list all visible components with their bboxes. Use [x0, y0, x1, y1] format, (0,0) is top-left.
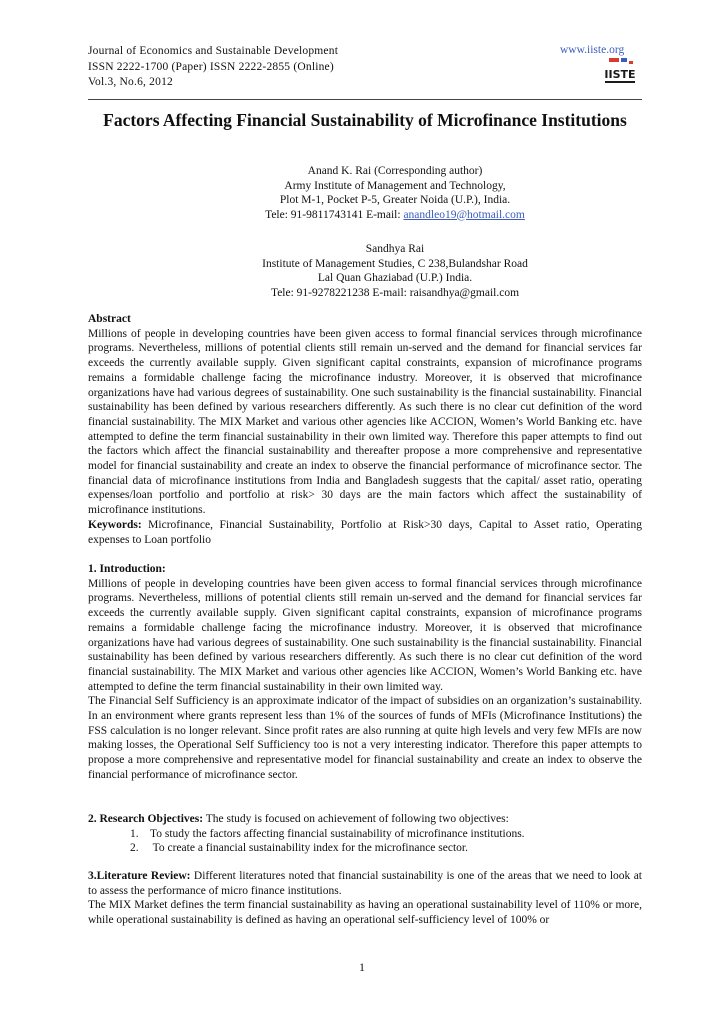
author2-name: Sandhya Rai — [365, 243, 425, 255]
journal-header — [88, 44, 338, 91]
literature-para-1: 3.Literature Review: Different literatures noted that financial sustainability is one of the areas that we need to look at to assess the performance of micro finance institutions. — [88, 870, 642, 897]
list-item: 1. To study the factors affecting financial sustainability of microfinance institutions. — [130, 827, 525, 840]
author1-name: Anand K. Rai (Corresponding author) — [307, 165, 483, 177]
author1-address: Plot M-1, Pocket P-5, Greater Noida (U.P.), India. — [279, 194, 511, 206]
introduction-heading: 1. Introduction: — [88, 563, 166, 575]
journal-url-link[interactable]: www.iiste.org — [560, 44, 625, 56]
keywords-text: Microfinance, Financial Sustainability, Portfolio at Risk>30 days, Capital to Asset ratio, Operating expenses to Loan portfolio — [88, 518, 642, 546]
author-block-1 — [200, 164, 590, 222]
literature-section — [88, 869, 642, 928]
author1-affiliation: Army Institute of Management and Technology, — [284, 179, 506, 192]
objectives-section — [88, 812, 642, 856]
journal-volume: Vol.3, No.6, 2012 — [88, 76, 173, 88]
literature-para-2: The MIX Market defines the term financial sustainability as having an operational sustainability level of 110% or more, while operational sustainability is defined as having an operational self-sufficiency level of 100% or — [88, 899, 642, 927]
keywords-label: Keywords: — [88, 518, 142, 531]
abstract-heading: Abstract — [88, 313, 131, 325]
list-item: 2. To create a financial sustainability index for the microfinance sector. — [130, 842, 468, 855]
introduction-para-1: Millions of people in developing countries have been given access to formal financial services through microfinance programs. Nevertheless, millions of potential clients still remain un-served and the demand for financial services far exceeds the currently available supply. Given significant capital constraints, expansion of microfinance programs remains a formidable challenge facing the microfinance industry. Moreover, it is observed that microfinance organizations have had various degrees of sustainability. One such sustainability is the financial sustainability. Financial sustainability has been defined by various researchers differently. As such there is no clear cut definition of the word financial sustainability. The MIX Market and various other agencies like ACCION, Women’s World Banking etc. have attempted to define the term financial sustainability in their own limited way. — [88, 577, 642, 693]
objectives-list — [88, 827, 642, 856]
author2-affiliation: Institute of Management Studies, C 238,Bulandshar Road — [262, 257, 528, 270]
author-block-2 — [200, 242, 590, 300]
page-number: 1 — [359, 960, 365, 974]
author2-contact: Tele: 91-9278221238 E-mail: raisandhya@gmail.com — [270, 286, 520, 299]
keywords — [88, 518, 642, 547]
introduction-section — [88, 562, 642, 783]
literature-heading: 3.Literature Review: — [88, 870, 191, 882]
journal-name: Journal of Economics and Sustainable Development — [88, 45, 339, 57]
introduction-para-2: The Financial Self Sufficiency is an approximate indicator of the impact of subsidies on an organization’s sustainability. In an environment where grants represent less than 1% of the sources of funds of MFIs (Microfinance Institutions) the FSS calculation is no longer relevant. Since profit rates are also running at quite high levels and very few MFIs are now making losses, the Operational Self Sufficiency too is not a very interesting indicator. Therefore this paper attempts to propose a more comprehensive and representative model for financial sustainability and create an index to observe the financial performance of microfinance sector. — [88, 695, 642, 781]
objectives-intro: 2. Research Objectives: The study is focused on achievement of following two objectives: — [88, 813, 509, 825]
logo-text: IISTE — [604, 68, 636, 81]
objectives-heading: 2. Research Objectives: — [88, 813, 204, 825]
author1-email-link[interactable]: anandleo19@hotmail.com — [403, 208, 525, 221]
header-divider — [88, 99, 642, 100]
author2-address: Lal Quan Ghaziabad (U.P.) India. — [317, 272, 473, 284]
iiste-logo-icon — [603, 58, 637, 86]
author1-contact: Tele: 91-9811743141 E-mail: anandleo19@hotmail.com — [265, 208, 525, 221]
journal-issn: ISSN 2222-1700 (Paper) ISSN 2222-2855 (Online) — [88, 60, 334, 73]
abstract-text: Millions of people in developing countries have been given access to formal financial services through microfinance programs. Nevertheless, millions of potential clients still remain un-served and the demand for financial services far exceeds the currently available supply. Given significant capital constraints, expansion of microfinance programs remains a formidable challenge facing the microfinance industry. Moreover, it is observed that microfinance organizations have had various degrees of sustainability. One such sustainability is the financial sustainability. Financial sustainability has been defined by various researchers differently. As such there is no clear cut definition of the word financial sustainability. The MIX Market and various other agencies like ACCION, Women’s World Banking etc. have attempted to define the term financial sustainability in their own limited way. Therefore this paper attempts to find out the factors which affect the financial sustainability and thereafter propose a more comprehensive and representative model for financial sustainability and create an index to observe the financial performance of microfinance sector. The financial data of microfinance institutions from India and Bangladesh suggests that the capital/ asset ratio, operating expenses/loan portfolio and portfolio at risk> 30 days are the main factors which affect the sustainability of microfinance institutions. — [88, 327, 642, 517]
paper-title: Factors Affecting Financial Sustainability of Microfinance Institutions — [103, 110, 627, 130]
abstract-section — [88, 312, 642, 547]
